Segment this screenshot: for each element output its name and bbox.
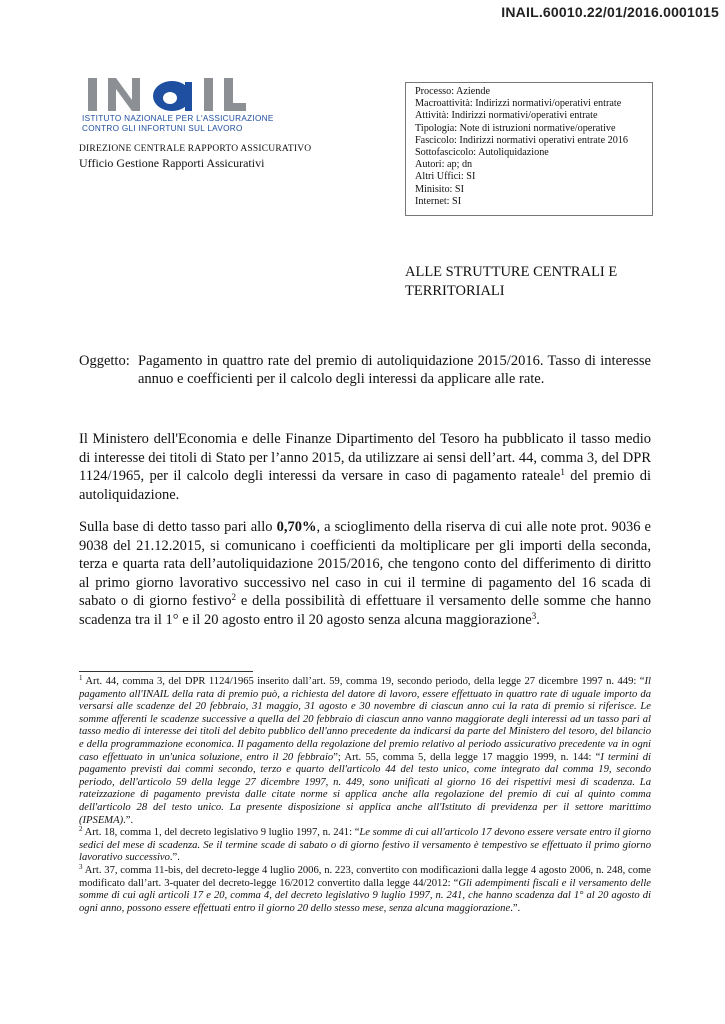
metadata-line: Tipologia: Note di istruzioni normative/operative <box>415 122 616 134</box>
sender-office: Ufficio Gestione Rapporti Assicurativi <box>79 156 265 170</box>
paragraph-2-text-end: . <box>536 611 540 628</box>
logo-subtitle-line2: CONTRO GLI INFORTUNI SUL LAVORO <box>82 124 243 133</box>
footnote-text: Art. 44, comma 3, del DPR 1124/1965 inserito dall’art. 59, comma 19, secondo periodo, della legge 27 dicembre 1997 n. 449: “ <box>82 676 645 687</box>
footnote-ref-1: 1 <box>560 467 565 478</box>
footnote-number: 1 <box>79 674 83 682</box>
metadata-line: Macroattività: Indirizzi normativi/operativi entrate <box>415 98 622 110</box>
paragraph-1 <box>79 430 651 504</box>
subject-text: Pagamento in quattro rate del premio di autoliquidazione 2015/2016. Tasso di interesse annuo e coefficienti per il calcolo degli interessi da applicare alle rate. <box>138 353 651 387</box>
footnote-quote: I termini di pagamento previsti dai commi secondo, terzo e quarto dell'articolo 44 del testo unico, come integrato dal comma 19, secondo periodo, dell'articolo 59 della legge 27 dicembre 1997, n. 449, sono unificati al giorno 16 dei rispettivi mesi di scadenza. La rateizzazione di pagamento prevista dalle citate norme si applica anche alla regolazione del premio di cui al quinto comma dell'articolo 28 del testo unico. La presente disposizione si applica anche all'Istituto di previdenza per il settore marittimo (IPSEMA) <box>79 751 651 826</box>
footnote-quote: Gli adempimenti fiscali e il versamento delle somme di cui agli articoli 17 e 20, comma 4, del decreto legislativo 9 luglio 1997, n. 241, che hanno scadenza dal 1° al 20 agosto di ogni anno, possono essere effettuati entro il giorno 20 dello stesso mese, senza alcuna maggiorazione <box>79 877 651 914</box>
paragraph-1-text-end: del premio di autoliquidazione. <box>79 468 651 503</box>
metadata-line: Internet: SI <box>415 195 462 207</box>
footnote-quote: Le somme di cui all'articolo 17 devono essere versate entro il giorno sedici del mese di scadenza. Se il termine scade di sabato o di giorno festivo il versamento è tempestivo se effettuato il primo giorno lavorativo successivo <box>79 827 651 864</box>
footnote-separator <box>79 671 253 672</box>
footnote-number: 2 <box>79 825 83 834</box>
logo-subtitle-line1: ISTITUTO NAZIONALE PER L'ASSICURAZIONE <box>82 114 274 123</box>
subject-label: Oggetto: <box>79 353 130 369</box>
metadata-line: Attività: Indirizzi normativi/operativi entrate <box>415 110 598 122</box>
footnote-3 <box>79 862 651 915</box>
protocol-number: INAIL.60010.22/01/2016.0001015 <box>501 4 719 20</box>
footnote-text: Art. 18, comma 1, del decreto legislativo 9 luglio 1997, n. 241: “ <box>82 827 360 839</box>
paragraph-2-text: Sulla base di detto tasso pari allo <box>79 519 277 535</box>
footnote-2 <box>79 827 651 865</box>
footnote-text: .”. <box>123 814 134 826</box>
paragraph-1-text: Il Ministero dell'Economia e delle Finanze Dipartimento del Tesoro ha pubblicato il tasso medio di interesse dei titoli di Stato per l’anno 2015, da utilizzare ai sensi dell’art. 44, comma 3, del DPR 1124/1965, per il calcolo degli interessi da versare in caso di pagamento rateale <box>79 431 651 485</box>
footnotes <box>79 676 651 915</box>
metadata-box <box>405 82 653 216</box>
sender-department: DIREZIONE CENTRALE RAPPORTO ASSICURATIVO <box>79 144 312 154</box>
metadata-line: Minisito: SI <box>415 183 464 195</box>
paragraph-2-text-mid: , a scioglimento della riserva di cui alle note prot. 9036 e 9038 del 21.12.2015, si comunicano i coefficienti da moltiplicare per gli importi della seconda, terza e quarta rata dell’autoliquidazione 2015/2016, che tengono conto del differimento di diritto al primo giorno lavorativo successivo nel caso in cui il termine di pagamento del 16 scada di sabato o di giorno festivo <box>79 519 651 610</box>
footnote-ref-3: 3 <box>531 610 537 621</box>
inail-logo-icon <box>82 74 282 114</box>
footnote-text: Art. 37, comma 11-bis, del decreto-legge 4 luglio 2006, n. 223, convertito con modificazioni dalla legge 4 agosto 2006, n. 248, come modificato dall’art. 3-quater del decreto-legge 16/2012 convertito dalla legge 44/2012: “ <box>79 864 651 889</box>
metadata-line: Altri Uffici: SI <box>415 171 476 183</box>
paragraph-2-text-mid2: e della possibilità di effettuare il versamento delle somme che hanno scadenza tra il 1° e il 20 agosto entro il 20 agosto senza alcuna maggiorazione <box>79 593 652 628</box>
subject <box>79 352 651 388</box>
logo-subtitle <box>82 114 274 134</box>
metadata-line: Fascicolo: Indirizzi normativi operativi entrate 2016 <box>415 134 629 146</box>
footnote-text: .”. <box>169 852 180 864</box>
footnote-text: .”. <box>510 902 521 914</box>
footnote-text: ”; Art. 55, comma 5, della legge 17 maggio 1999, n. 144: “ <box>333 751 601 763</box>
recipient: ALLE STRUTTURE CENTRALI E TERRITORIALI <box>405 264 618 299</box>
footnote-1 <box>79 676 651 827</box>
metadata-line: Processo: Aziende <box>415 86 490 97</box>
paragraph-2 <box>79 518 651 630</box>
metadata-line: Autori: ap; dn <box>415 159 473 171</box>
footnote-number: 3 <box>79 862 83 871</box>
footnote-quote: Il pagamento all'INAIL della rata di premio può, a richiesta del datore di lavoro, essere effettuato in quattro rate di uguale importo da versarsi alle scadenze del 20 febbraio, 31 maggio, 31 agosto e 30 novembre di ciascun anno cui la rata di premio si riferisce. Le somme afferenti le scadenze successive a quella del 20 febbraio di ciascun anno vanno maggiorate degli interessi ad un tasso pari al tasso medio di interesse dei titoli del debito pubblico dell'anno precedente da indicarsi da parte del Ministero del tesoro, del bilancio e della programmazione economica. Il pagamento della regolazione del premio relativo al periodo assicurativo precedente va in ogni caso effettuato in un'unica soluzione, entro il 20 febbraio <box>79 676 651 763</box>
footnote-ref-2: 2 <box>231 592 236 603</box>
interest-rate: 0,70% <box>276 519 317 535</box>
metadata-line: Sottofascicolo: Autoliquidazione <box>415 147 549 159</box>
